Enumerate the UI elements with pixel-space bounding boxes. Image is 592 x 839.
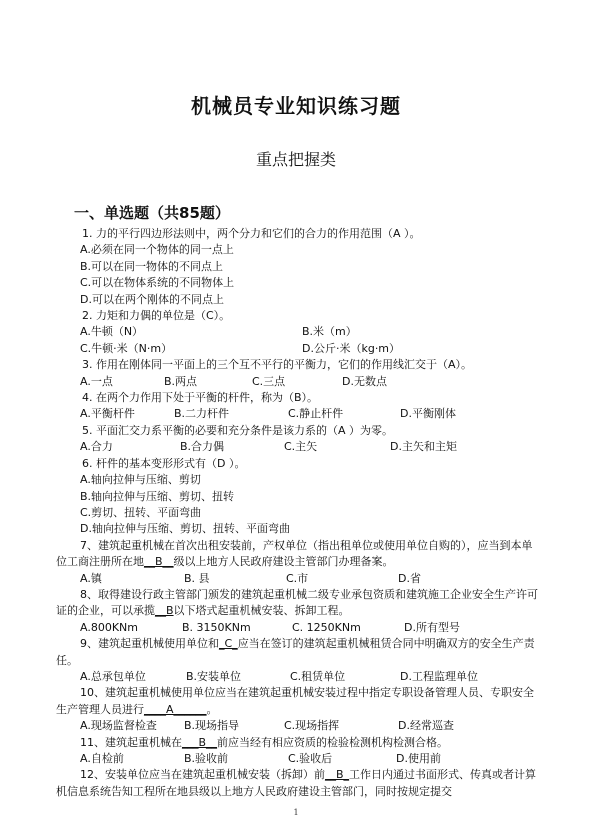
option: A.自检前	[80, 752, 124, 765]
stem-text: 8、取得建设行政主管部门颁发的建筑起重机械二级专业承包资质和建筑施工企业安全生产许可证的企业，可以承揽	[56, 587, 538, 618]
stem-text: 。	[206, 702, 218, 716]
option: B. 3150KNm	[182, 620, 251, 634]
option: D.省	[398, 571, 421, 585]
question-stem: 6. 杆件的基本变形形式有（D ）。	[82, 456, 246, 470]
option: C.主矢	[284, 440, 318, 454]
option: B.安装单位	[186, 669, 242, 683]
option: A.牛顿（N）	[80, 325, 144, 339]
option: A.必须在同一个物体的同一点上	[80, 243, 234, 257]
option: C.现场指挥	[284, 719, 340, 733]
answer-blank: __B__	[144, 555, 174, 569]
option: D.使用前	[396, 752, 441, 765]
option: B.现场指导	[184, 719, 240, 733]
answer-blank: __B	[155, 604, 174, 618]
option: D.平衡刚体	[400, 407, 456, 421]
option: B.验收前	[184, 752, 229, 765]
question-stem: 3. 作用在刚体同一平面上的三个互不平行的平衡力，它们的作用线汇交于（A）。	[82, 358, 473, 372]
option-row	[80, 406, 542, 422]
option: B.两点	[164, 374, 198, 388]
page-number: 1	[293, 808, 299, 817]
option-row	[80, 751, 542, 767]
question-stem	[56, 636, 542, 669]
option: D.主矢和主矩	[390, 440, 457, 454]
option: A.轴向拉伸与压缩、剪切	[80, 473, 201, 487]
option: D.无数点	[342, 374, 387, 388]
stem-text: 11、建筑起重机械在	[80, 735, 182, 749]
stem-text: 以下塔式起重机械安装、拆卸工程。	[173, 604, 350, 618]
option: A.合力	[80, 440, 113, 454]
option: C. 1250KNm	[292, 620, 361, 634]
question-stem: 2. 力矩和力偶的单位是（C）。	[82, 309, 231, 323]
option: B.二力杆件	[174, 407, 230, 421]
option-row	[80, 341, 542, 357]
option: B. 县	[184, 571, 210, 585]
question-stem: 4. 在两个力作用下处于平衡的杆件，称为（B）。	[82, 391, 319, 405]
option: C.静止杆件	[288, 407, 344, 421]
option: C.剪切、扭转、平面弯曲	[80, 505, 202, 519]
question-stem: 1. 力的平行四边形法则中，两个分力和它们的合力的作用范围（A ）。	[82, 227, 421, 240]
option: A.800KNm	[80, 620, 138, 634]
option: C.验收后	[288, 752, 333, 765]
question-stem: 5. 平面汇交力系平衡的必要和充分条件是该力系的（A ）为零。	[82, 423, 394, 437]
question-stem	[56, 538, 542, 571]
page-subtitle: 重点把握类	[255, 150, 336, 169]
answer-blank: ___B__	[182, 735, 218, 749]
question-stem	[56, 587, 542, 620]
option: A.一点	[80, 374, 113, 388]
answer-blank: ____A______	[144, 702, 207, 716]
option: C.牛顿·米（N·m）	[80, 341, 173, 355]
stem-text: 应当在签订的建筑起重机械租赁合同中明确双方的安全生产责任。	[56, 637, 535, 667]
option-row	[80, 439, 542, 455]
question-stem	[56, 767, 542, 800]
option: A.现场监督检查	[80, 719, 157, 733]
option: D.经常巡查	[398, 719, 454, 733]
option-row	[80, 571, 542, 587]
answer-blank: _C_	[219, 637, 238, 651]
option-row	[80, 324, 542, 340]
answer-blank: __B_	[325, 768, 350, 782]
option: A.平衡杆件	[80, 407, 135, 421]
stem-text: 级以上地方人民政府建设主管部门办理备案。	[173, 555, 394, 569]
option: B.可以在同一物体的不同点上	[80, 259, 224, 273]
option: D.所有型号	[404, 620, 460, 634]
question-list	[56, 226, 542, 800]
option: A.总承包单位	[80, 669, 146, 683]
option: A.镇	[80, 571, 102, 585]
option: D.工程监理单位	[400, 669, 478, 683]
option-row	[80, 620, 542, 636]
stem-text: 前应当经有相应资质的检验检测机构检测合格。	[217, 735, 449, 749]
option: C.三点	[252, 374, 286, 388]
section-heading: 一、单选题（共85题）	[74, 204, 230, 222]
page-title: 机械员专业知识练习题	[191, 94, 401, 118]
option: B.轴向拉伸与压缩、剪切、扭转	[80, 489, 235, 503]
option: D.轴向拉伸与压缩、剪切、扭转、平面弯曲	[80, 522, 290, 536]
option: B.米（m）	[302, 325, 357, 339]
stem-text: 10、建筑起重机械使用单位应当在建筑起重机械安装过程中指定专职设备管理人员、专职安全生产管理人员进行	[56, 686, 534, 716]
option-row	[80, 374, 542, 390]
option: B.合力偶	[180, 440, 225, 454]
question-stem	[56, 685, 542, 718]
question-stem	[56, 735, 542, 751]
option: D.可以在两个刚体的不同点上	[80, 292, 224, 306]
option-row	[80, 718, 542, 734]
option: C.可以在物体系统的不同物体上	[80, 276, 235, 290]
option-row	[80, 669, 542, 685]
stem-text: 12、安装单位应当在建筑起重机械安装（拆卸）前	[80, 768, 325, 782]
stem-text: 工作日内通过书面形式、传真或者计算机信息系统告知工程所在地县级以上地方人民政府建设主管部门，同时按规定提交	[56, 768, 537, 798]
option: C.市	[286, 571, 309, 585]
option: D.公斤·米（kg·m）	[302, 341, 401, 355]
stem-text: 7、建筑起重机械在首次出租安装前，产权单位（指出租单位或使用单位自购的），应当到本单位工商注册所在地	[56, 538, 533, 569]
stem-text: 9、建筑起重机械使用单位和	[80, 637, 219, 651]
option: C.租赁单位	[290, 669, 346, 683]
